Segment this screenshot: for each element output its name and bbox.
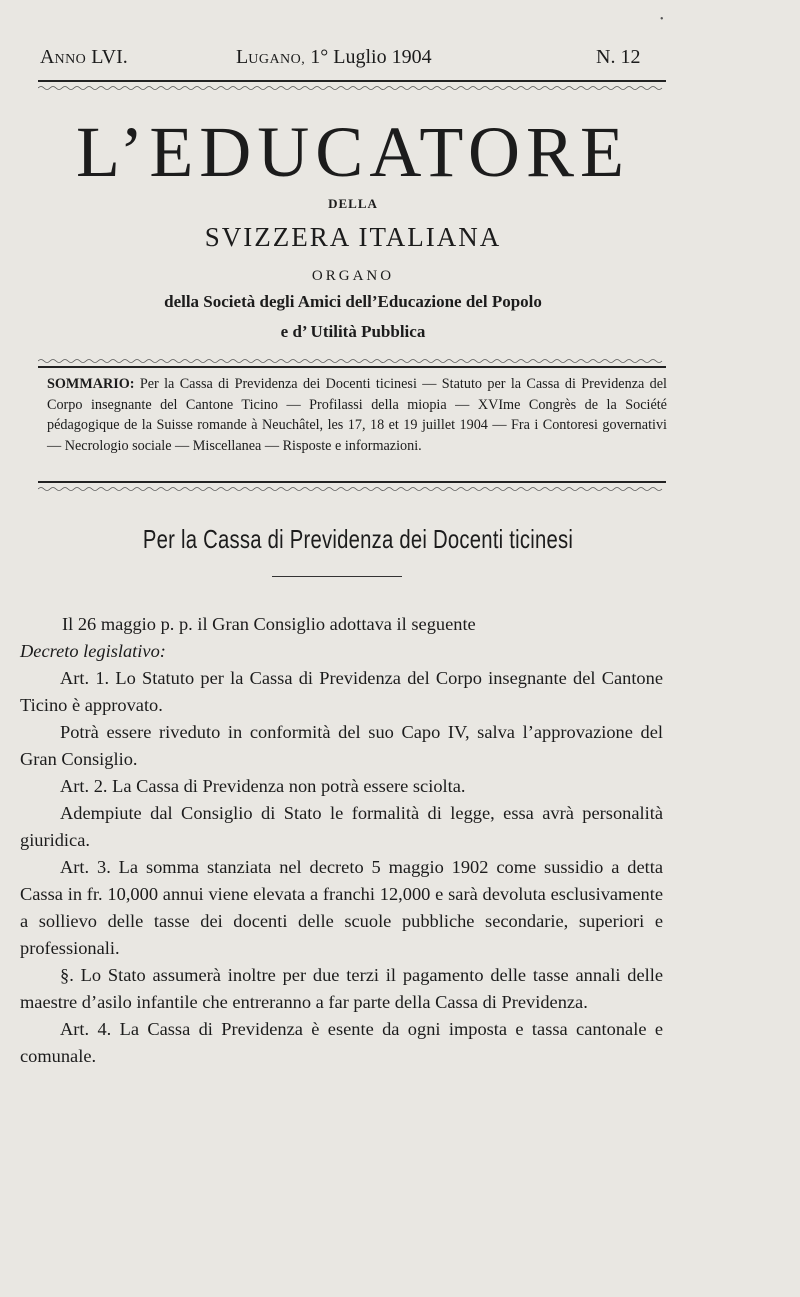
article-paragraph: Art. 1. Lo Statuto per la Cassa di Previdenza del Corpo insegnante del Cantone Ticino è approvato. (20, 668, 663, 715)
article-paragraph: Art. 3. La somma stanziata nel decreto 5 maggio 1902 come sussidio a detta Cassa in fr. 10,000 annui viene elevata a franchi 12,000 e sarà devoluta esclusivamente a sollievo delle tasse dei docenti delle scuole pubbliche secondarie, superiori e professionali. (20, 857, 663, 958)
society-line-1: della Società degli Amici dell’Educazione del Popolo (164, 292, 542, 311)
masthead-della: DELLA (328, 196, 378, 211)
intro-paragraph: Il 26 maggio p. p. il Gran Consiglio adottava il seguente (62, 614, 476, 634)
running-header (40, 46, 665, 76)
sommario-bottom-rule (38, 481, 666, 483)
wavy-divider (38, 85, 666, 91)
title-underline (272, 576, 402, 577)
sommario-top-rule (38, 366, 666, 368)
sommario-block (47, 374, 667, 456)
masthead-organo: ORGANO (311, 268, 395, 284)
sommario-label: SOMMARIO: (47, 376, 135, 392)
header-rule (38, 80, 666, 82)
masthead-title: L’EDUCATORE (75, 112, 631, 192)
issue-number: N. 12 (596, 46, 641, 68)
volume-label: ANNO LVI. (40, 46, 128, 68)
wavy-divider (38, 486, 666, 492)
article-paragraph: §. Lo Stato assumerà inoltre per due terzi il pagamento delle tasse annali delle maestre d’asilo infantile che entreranno a far parte della Cassa di Previdenza. (20, 965, 663, 1012)
masthead-subtitle: SVIZZERA ITALIANA (204, 222, 502, 252)
decreto-heading: Decreto legislativo: (20, 641, 166, 661)
article-paragraph: Potrà essere riveduto in conformità del suo Capo IV, salva l’approvazione del Gran Consiglio. (20, 722, 663, 769)
article-paragraph: Art. 2. La Cassa di Previdenza non potrà essere sciolta. (60, 776, 466, 796)
article-paragraph: Adempiute dal Consiglio di Stato le formalità di legge, essa avrà personalità giuridica. (20, 803, 663, 850)
page-speck: • (660, 14, 664, 25)
wavy-divider (38, 358, 666, 364)
society-line-2: e d’ Utilità Pubblica (280, 322, 426, 341)
article-paragraph: Art. 4. La Cassa di Previdenza è esente da ogni imposta e tassa cantonale e comunale. (20, 1019, 663, 1066)
article-title: Per la Cassa di Previdenza dei Docenti ticinesi (142, 524, 574, 554)
sommario-text: Per la Cassa di Previdenza dei Docenti ticinesi — Statuto per la Cassa di Previdenza del Corpo insegnante del Cantone Ticino — Profilassi della miopia — XVIme Congrès de la Société pédagogique de la Suisse romande à Neuchâtel, les 17, 18 et 19 juillet 1904 — Fra i Contoresi governativi — Necrologio sociale — Miscellanea — Risposte e informazioni. (47, 376, 667, 454)
article-body (20, 611, 663, 1070)
place-date: LUGANO, 1° Luglio 1904 (236, 46, 432, 68)
